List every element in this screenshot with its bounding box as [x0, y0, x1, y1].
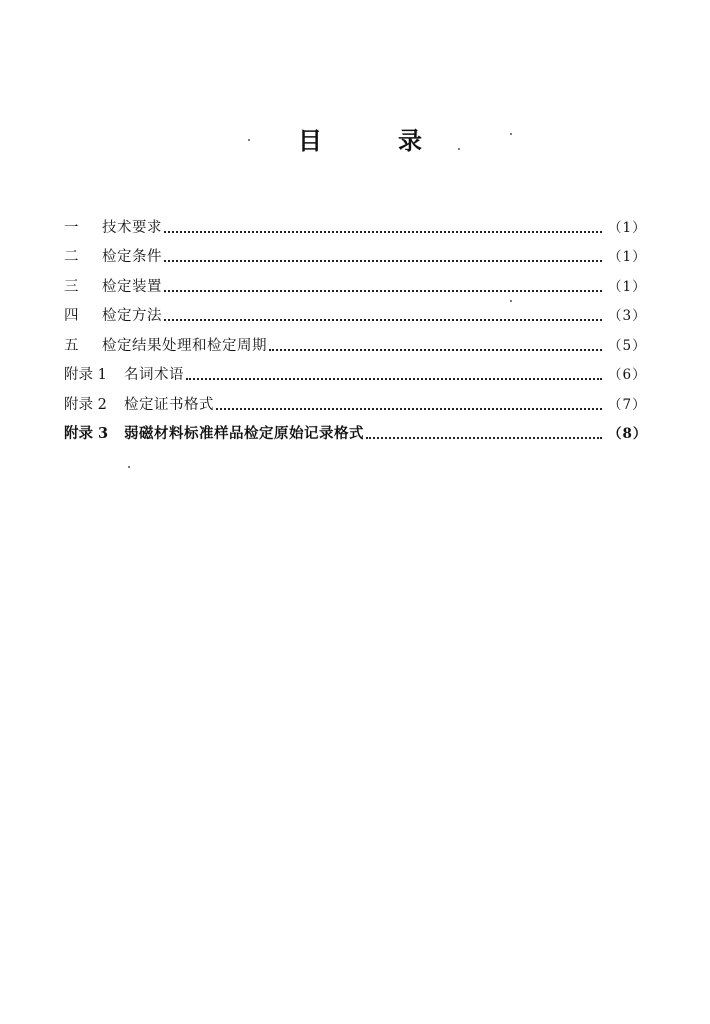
toc-entry-title: 检定条件 [102, 249, 162, 266]
toc-entry-page: （1） [608, 249, 647, 266]
toc-entry-page: （7） [608, 396, 647, 413]
scan-speck [510, 133, 512, 135]
dot-leader [186, 376, 602, 380]
toc-entry-title: 检定结果处理和检定周期 [102, 337, 267, 354]
toc-entry [64, 420, 648, 450]
scan-speck [248, 139, 250, 141]
dot-leader [164, 317, 602, 321]
scan-speck [510, 300, 512, 302]
toc-entry-page: （8） [608, 426, 648, 443]
page-title [0, 126, 710, 160]
toc-entry-number: 附录 1 [64, 367, 107, 384]
toc-entry-number: 一 [64, 219, 79, 236]
toc-entry-title: 检定证书格式 [124, 396, 214, 413]
dot-leader [269, 347, 602, 351]
toc-entry [64, 272, 647, 302]
toc-entry [64, 331, 647, 361]
toc-entry-number: 五 [64, 337, 79, 354]
toc-entry [64, 302, 647, 332]
dot-leader [164, 288, 602, 292]
toc-entry-number: 三 [64, 278, 79, 295]
dot-leader [216, 406, 602, 410]
toc-entry-title: 检定方法 [102, 308, 162, 325]
toc-entry-title: 名词术语 [124, 367, 184, 384]
toc-entry [64, 390, 647, 420]
dot-leader [164, 229, 602, 233]
toc-entry-number: 四 [64, 308, 79, 325]
scan-speck [458, 148, 460, 150]
toc-entry-title: 弱磁材料标准样品检定原始记录格式 [124, 425, 364, 443]
title-char-1: 目 [298, 127, 322, 155]
scan-speck [128, 466, 130, 468]
toc-entry-page: （1） [608, 278, 647, 295]
toc-entry-page: （5） [608, 337, 647, 354]
dot-leader [164, 258, 602, 262]
toc-entry-number: 二 [64, 249, 79, 266]
toc-entry-title: 检定装置 [102, 278, 162, 295]
title-char-2: 录 [398, 127, 422, 155]
toc-entry [64, 213, 647, 243]
toc-entry-number: 附录 2 [64, 396, 107, 413]
toc-entry [64, 243, 647, 273]
toc-entry-page: （3） [608, 308, 647, 325]
toc-entry-number: 附录 3 [64, 425, 109, 443]
toc-entry-title: 技术要求 [102, 219, 162, 236]
toc-entry [64, 361, 647, 391]
table-of-contents [64, 213, 648, 449]
toc-entry-page: （6） [608, 367, 647, 384]
toc-entry-page: （1） [608, 219, 647, 236]
dot-leader [366, 435, 602, 439]
